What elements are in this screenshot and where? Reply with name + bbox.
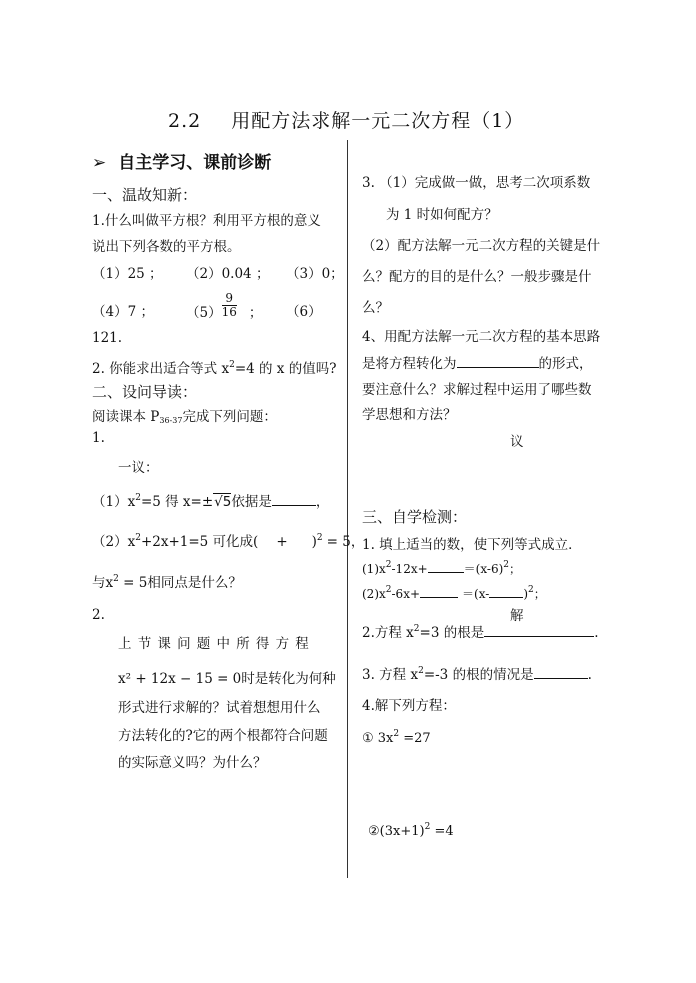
e1b: =27 bbox=[399, 731, 431, 746]
blank-line bbox=[457, 354, 539, 369]
sqrt-five: √5 bbox=[214, 494, 232, 510]
equation-2 bbox=[368, 822, 454, 839]
e1sup: 2 bbox=[393, 729, 400, 739]
r3-line2: 为 1 时如何配方？ bbox=[386, 207, 498, 223]
blank-line bbox=[489, 585, 523, 598]
q1-item2: （2）0.04 ； bbox=[186, 266, 270, 282]
check1-2 bbox=[362, 585, 546, 602]
eq1-sup: 2 bbox=[135, 493, 141, 503]
same-sup: 2 bbox=[113, 574, 119, 584]
e1a: ① 3x bbox=[362, 731, 394, 746]
c1-2c: ＝(x- bbox=[462, 587, 490, 601]
section-heading-text: 自主学习、课前诊断 bbox=[118, 153, 272, 173]
blank-line bbox=[420, 585, 458, 598]
eq1-end: ， bbox=[315, 494, 330, 510]
q1-line2: 说出下列各数的平方根。 bbox=[92, 239, 241, 255]
q1-item6-value: 121. bbox=[92, 330, 123, 346]
p2-line1: 上节课问题中所得方程 bbox=[118, 636, 315, 652]
problem2-number: 2. bbox=[92, 607, 105, 623]
yi-char: 议 bbox=[510, 434, 524, 450]
e2sup: 2 bbox=[424, 822, 431, 832]
same-question bbox=[92, 571, 242, 591]
blank-line bbox=[428, 560, 464, 573]
q1-item5-tail: ； bbox=[248, 305, 263, 321]
section-heading bbox=[92, 148, 271, 173]
eq2-plus: + bbox=[276, 534, 288, 550]
c1-1b: -12x+ bbox=[391, 562, 428, 576]
e2a: ②(3x+1) bbox=[368, 824, 425, 839]
p2-line5: 的实际意义吗？为什么？ bbox=[118, 755, 267, 771]
c3end: . bbox=[587, 667, 592, 683]
yiyi-label: 一议： bbox=[118, 460, 159, 476]
part3-heading: 三、自学检测： bbox=[362, 508, 468, 526]
eq1 bbox=[92, 490, 329, 510]
eq1-b: =5 得 x=± bbox=[140, 494, 214, 510]
read-instruction bbox=[92, 405, 277, 425]
blank-line bbox=[534, 665, 588, 680]
q1-item1: （1）25 ； bbox=[92, 266, 163, 282]
fraction-numerator: 9 bbox=[222, 292, 237, 306]
c3sup: 2 bbox=[418, 666, 424, 676]
check3 bbox=[362, 663, 592, 683]
same-b: = 5相同点是什么？ bbox=[118, 575, 242, 591]
read-suffix: 完成下列问题： bbox=[182, 409, 277, 425]
c1-2d: ) bbox=[523, 587, 528, 601]
c1-2e: ； bbox=[533, 587, 546, 601]
eq2-sup: 2 bbox=[135, 533, 141, 543]
jie-char: 解 bbox=[510, 608, 524, 624]
read-sub: 36-37 bbox=[159, 416, 183, 425]
eq2-b: +2x+1=5 可化成( bbox=[140, 534, 259, 550]
check4: 4.解下列方程： bbox=[362, 698, 456, 714]
part2-heading: 二、设问导读： bbox=[92, 383, 198, 401]
equation-1 bbox=[362, 729, 431, 746]
r4-line1: 4、用配方法解一元二次方程的基本思路 bbox=[362, 329, 601, 345]
q1-item5-label: （5） bbox=[186, 305, 222, 321]
c1-2sup: 2 bbox=[385, 585, 392, 595]
r3-line1: 3. （1）完成做一做，思考二次项系数 bbox=[362, 175, 591, 191]
eq1-a: （1）x bbox=[92, 494, 136, 510]
part1-heading: 一、温故知新： bbox=[92, 186, 198, 204]
q1-line1: 1.什么叫做平方根？利用平方根的意义 bbox=[92, 213, 321, 229]
q2-suffix: =4 的 x 的值吗? bbox=[234, 361, 337, 377]
c1-1c: ＝(x-6) bbox=[463, 562, 504, 576]
c1-2sup2: 2 bbox=[528, 585, 534, 595]
r4-line2b: 的形式， bbox=[538, 356, 593, 372]
page-title bbox=[168, 106, 524, 133]
c2b: =3 的根是 bbox=[419, 625, 485, 641]
r4-line2 bbox=[362, 352, 593, 372]
read-prefix: 阅读课本 P bbox=[92, 409, 160, 425]
check1: 1. 填上适当的数，使下列等式成立． bbox=[362, 537, 582, 553]
p2-line3: 形式进行求解的？试着想想用什么 bbox=[118, 700, 321, 716]
r4-line2a: 是将方程转化为 bbox=[362, 356, 457, 372]
check1-1 bbox=[362, 560, 521, 577]
blank-line bbox=[272, 492, 316, 507]
check2 bbox=[362, 621, 599, 641]
eq2-a: （2）x bbox=[92, 534, 136, 550]
c3a: 3. 方程 x bbox=[362, 667, 419, 683]
q1-item4: （4）7 ； bbox=[92, 304, 154, 320]
c2end: . bbox=[594, 625, 599, 641]
c3b: =-3 的根的情况是 bbox=[423, 667, 534, 683]
title-number: 2.2 bbox=[168, 110, 202, 132]
c1-1a: (1)x bbox=[362, 562, 386, 576]
c1-2b: -6x+ bbox=[391, 587, 421, 601]
q2-prefix: 2. 你能求出适合等式 x bbox=[92, 361, 230, 377]
fraction-denominator: 16 bbox=[221, 305, 237, 319]
r4-line3: 要注意什么？求解过程中运用了哪些数 bbox=[362, 382, 592, 398]
eq1-c: 依据是 bbox=[231, 494, 272, 510]
c2sup: 2 bbox=[413, 624, 420, 634]
q1-item3: （3）0； bbox=[286, 266, 344, 282]
e2b: =4 bbox=[430, 824, 454, 839]
q2-sup: 2 bbox=[229, 360, 235, 370]
blank-line bbox=[484, 623, 594, 638]
r3-line3: （2）配方法解一元二次方程的关键是什 bbox=[362, 238, 601, 254]
column-divider bbox=[347, 140, 348, 878]
c2a: 2.方程 x bbox=[362, 625, 414, 641]
eq2-sup2: 2 bbox=[316, 533, 323, 543]
fraction bbox=[222, 292, 237, 319]
p2-line2: x² + 12x − 15 = 0时是转化为何种 bbox=[118, 671, 336, 687]
title-text: 用配方法求解一元二次方程（1） bbox=[231, 110, 525, 132]
c1-2a: (2)x bbox=[362, 587, 386, 601]
c1-1sup: 2 bbox=[385, 560, 392, 570]
c1-1d: ； bbox=[509, 562, 522, 576]
eq2 bbox=[92, 530, 364, 550]
c1-1sup2: 2 bbox=[503, 560, 510, 570]
eq2-d: = 5， bbox=[326, 534, 365, 550]
arrow-bullet-icon: ➢ bbox=[92, 153, 107, 173]
q1-item6: （6） bbox=[286, 304, 322, 320]
eq2-c: ) bbox=[311, 534, 317, 550]
r3-line4: 么？配方的目的是什么？一般步骤是什 bbox=[362, 269, 592, 285]
problem1-number: 1. bbox=[92, 430, 105, 446]
r4-line4: 学思想和方法？ bbox=[362, 407, 457, 423]
p2-line4: 方法转化的?它的两个根都符合问题 bbox=[118, 728, 328, 744]
q2 bbox=[92, 357, 336, 377]
same-a: 与x bbox=[92, 575, 114, 591]
q1-item5 bbox=[186, 292, 262, 319]
r3-line5: 么？ bbox=[362, 300, 389, 316]
